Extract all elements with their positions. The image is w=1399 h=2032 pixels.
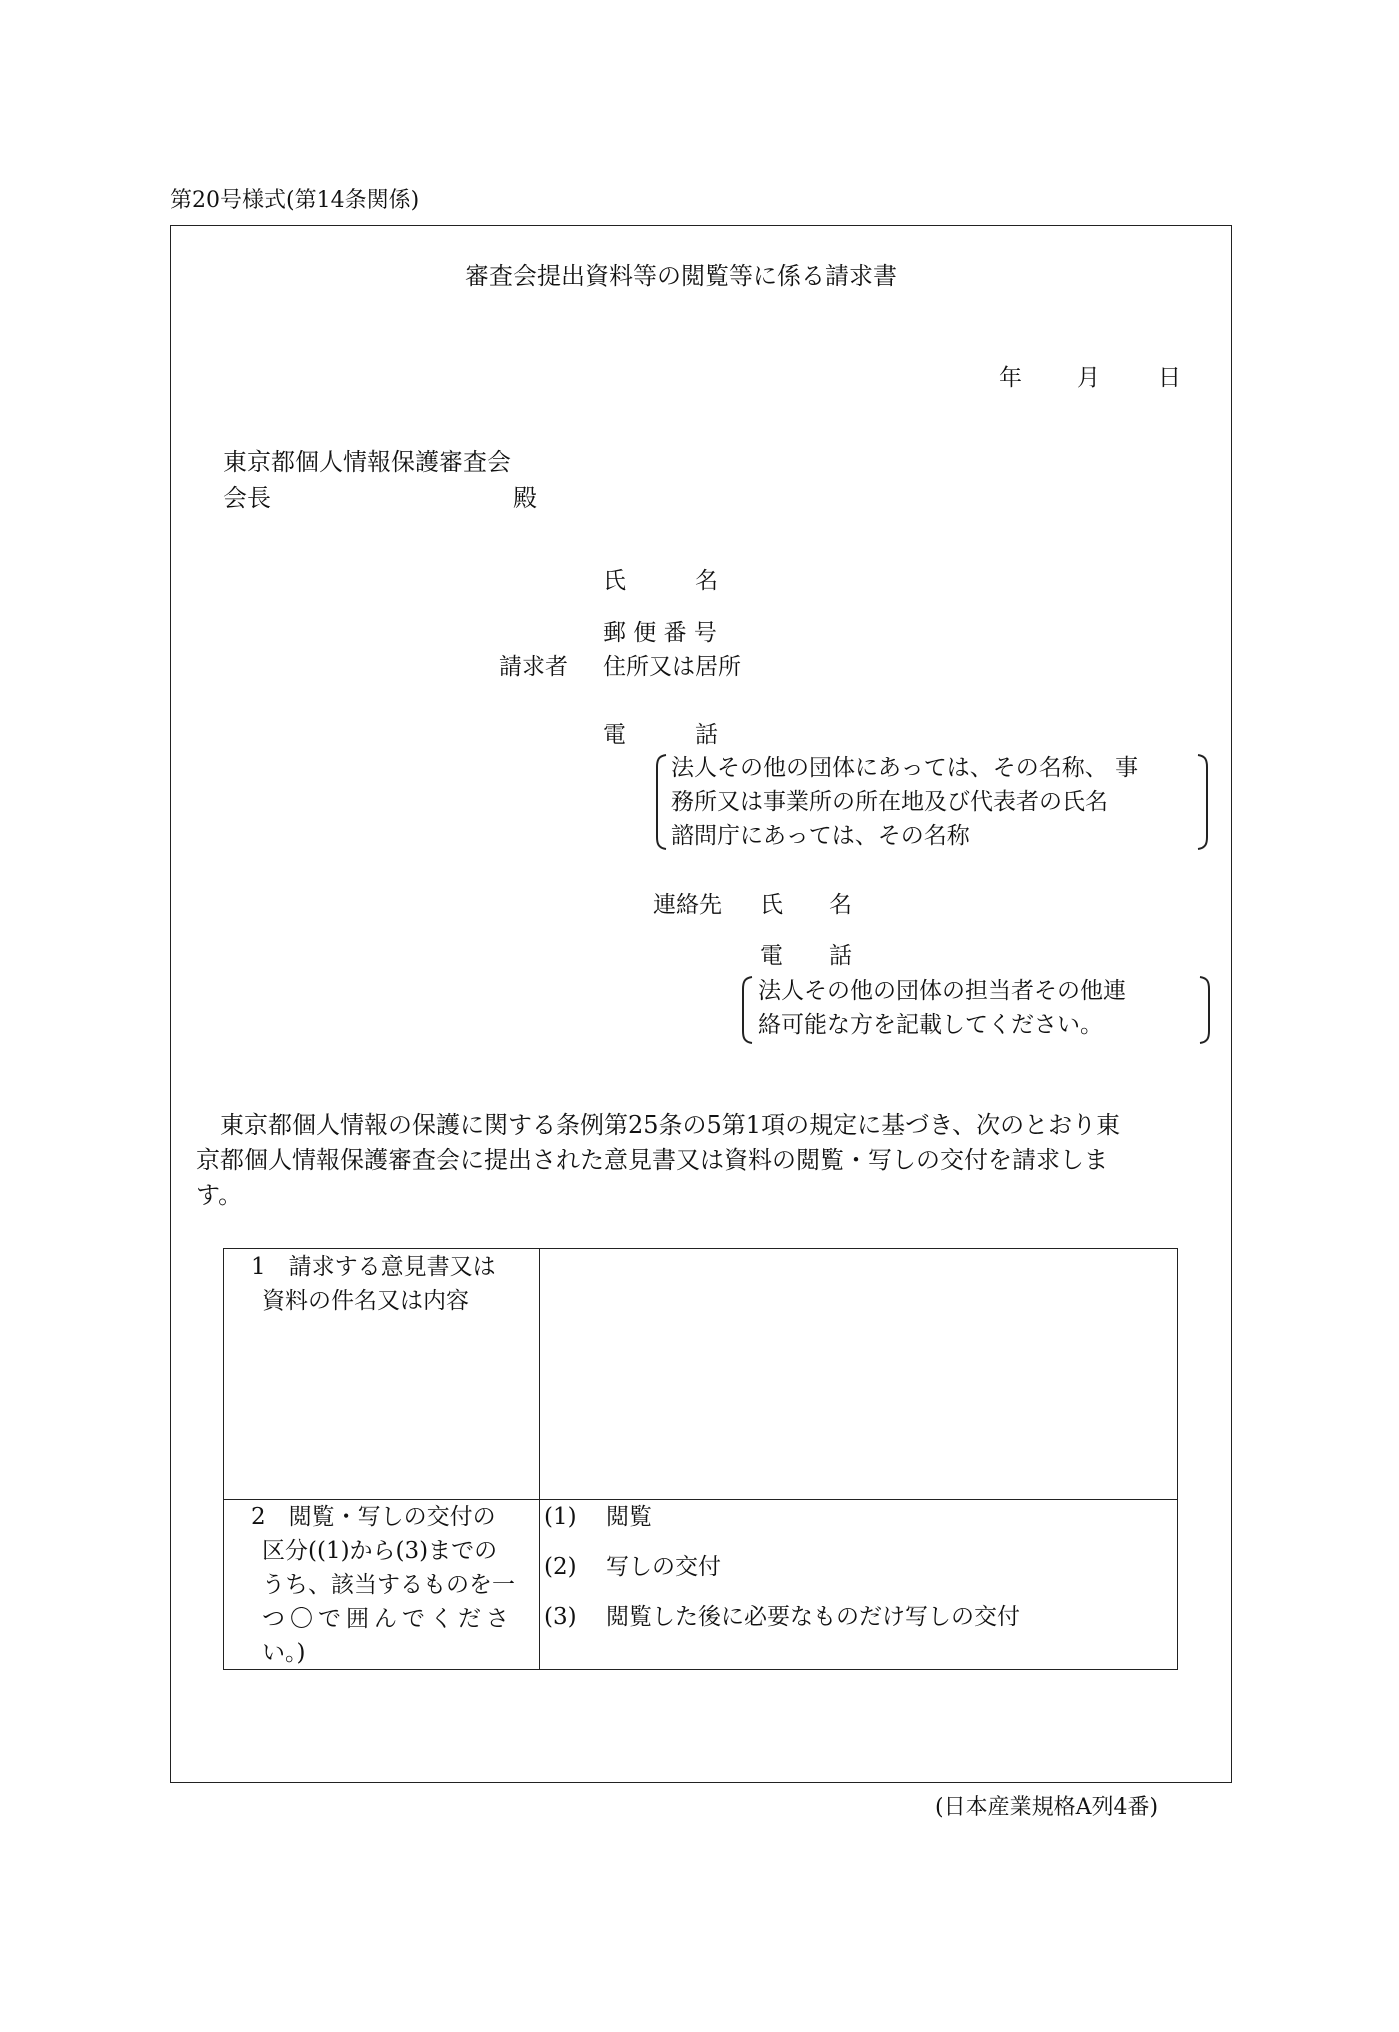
left-bracket-icon — [736, 975, 756, 1045]
left-bracket-icon — [650, 753, 670, 851]
row1-label-line2: 資料の件名又は内容 — [262, 1288, 469, 1314]
requester-name-label: 氏 名 — [603, 568, 718, 594]
row2-label-line3: うち、該当するものを一 — [262, 1572, 515, 1598]
body-line3: す。 — [196, 1181, 243, 1209]
addressee-honorific: 殿 — [513, 484, 537, 512]
right-bracket-icon — [1196, 975, 1216, 1045]
option-1-number[interactable]: (1) — [544, 1504, 577, 1530]
date-day: 日 — [1158, 365, 1181, 391]
option-2-text[interactable]: 写しの交付 — [606, 1554, 721, 1580]
contact-note-line2: 絡可能な方を記載してください。 — [758, 1012, 1103, 1038]
table-divider — [224, 1499, 1177, 1500]
request-table — [223, 1248, 1178, 1670]
contact-name-label: 氏 名 — [760, 892, 852, 918]
option-3-number[interactable]: (3) — [544, 1604, 577, 1630]
requester-note-line2: 務所又は事業所の所在地及び代表者の氏名 — [671, 789, 1108, 815]
row2-label-line4: つ〇で囲んでくださ — [262, 1606, 514, 1632]
requester-phone-label: 電 話 — [603, 722, 718, 748]
form-title: 審査会提出資料等の閲覧等に係る請求書 — [465, 262, 897, 290]
option-2-number[interactable]: (2) — [544, 1554, 577, 1580]
requester-address-label: 住所又は居所 — [603, 654, 741, 680]
row2-label-line5: い。) — [262, 1640, 306, 1666]
row1-label-line1: 1 請求する意見書又は — [251, 1254, 496, 1280]
requester-note-line1: 法人その他の団体にあっては、その名称、 事 — [671, 755, 1139, 781]
paper-size-note: (日本産業規格A列4番) — [935, 1795, 1159, 1820]
row2-label-line1: 2 閲覧・写しの交付の — [251, 1504, 496, 1530]
row2-label-line2: 区分((1)から(3)までの — [262, 1538, 498, 1564]
date-year: 年 — [999, 365, 1022, 391]
contact-phone-label: 電 話 — [760, 943, 852, 969]
table-divider — [539, 1249, 540, 1669]
requester-note-line3: 諮問庁にあっては、その名称 — [671, 823, 970, 849]
addressee-line1: 東京都個人情報保護審査会 — [223, 448, 511, 476]
row1-content-cell[interactable] — [541, 1249, 1177, 1498]
requester-label: 請求者 — [499, 654, 568, 680]
form-number: 第20号様式(第14条関係) — [170, 188, 420, 213]
body-line1: 東京都個人情報の保護に関する条例第25条の5第1項の規定に基づき、次のとおり東 — [196, 1111, 1121, 1139]
date-month: 月 — [1077, 365, 1100, 391]
option-1-text[interactable]: 閲覧 — [606, 1504, 652, 1530]
contact-note-line1: 法人その他の団体の担当者その他連 — [758, 978, 1126, 1004]
option-3-text[interactable]: 閲覧した後に必要なものだけ写しの交付 — [606, 1604, 1020, 1630]
requester-postal-label: 郵 便 番 号 — [603, 620, 717, 646]
contact-label: 連絡先 — [653, 892, 722, 918]
body-line2: 京都個人情報保護審査会に提出された意見書又は資料の閲覧・写しの交付を請求しま — [196, 1146, 1108, 1174]
addressee-line2: 会長 — [223, 484, 271, 512]
right-bracket-icon — [1194, 753, 1214, 851]
